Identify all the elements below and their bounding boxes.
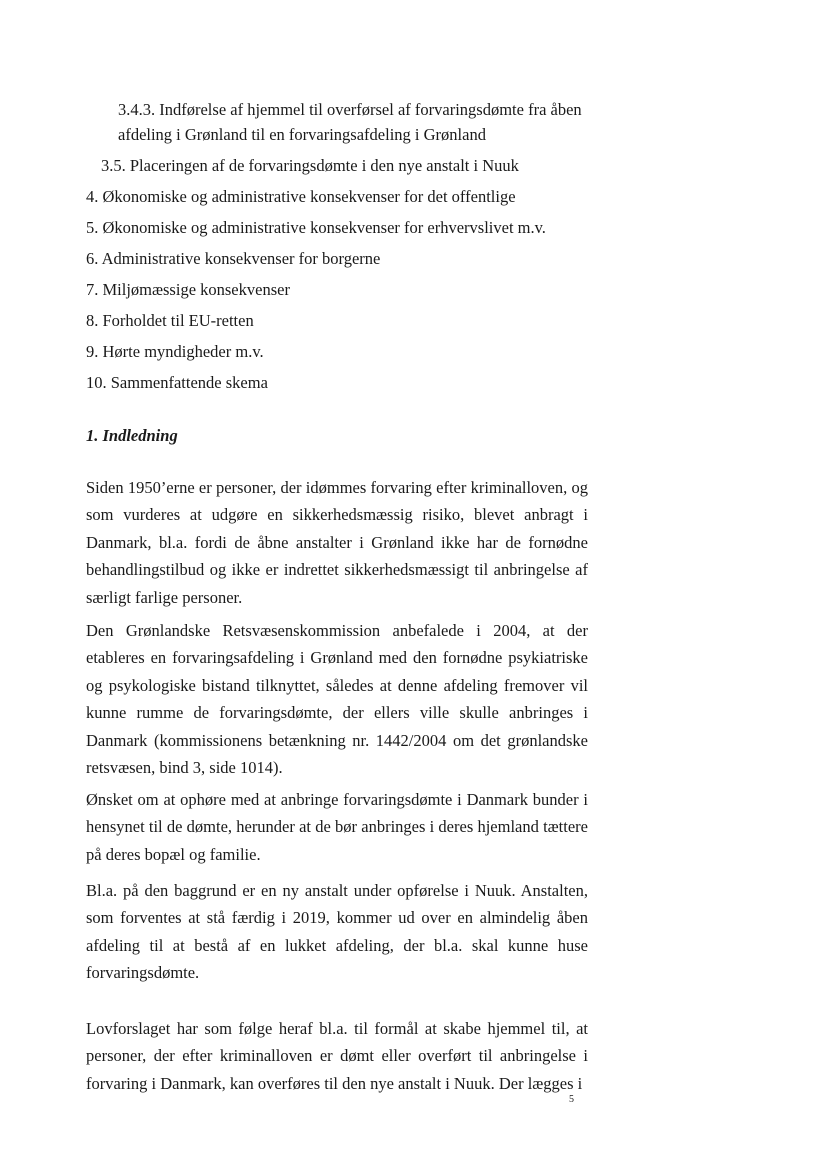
toc-entry-3-5: 3.5. Placeringen af de forvaringsdømte i den nye anstalt i Nuuk bbox=[101, 156, 519, 175]
toc-entry-4: 4. Økonomiske og administrative konsekvenser for det offentlige bbox=[86, 187, 516, 206]
toc-entry-5: 5. Økonomiske og administrative konsekvenser for erhvervslivet m.v. bbox=[86, 218, 546, 237]
toc-entry-8: 8. Forholdet til EU-retten bbox=[86, 311, 254, 330]
paragraph-3: Ønsket om at ophøre med at anbringe forvaringsdømte i Danmark bunder i hensynet til de dømte, herunder at de bør anbringes i deres hjemland tættere på deres bopæl og familie. bbox=[86, 790, 588, 864]
paragraph-2: Den Grønlandske Retsvæsenskommission anbefalede i 2004, at der etableres en forvaringsafdeling i Grønland med den fornødne psykiatriske og psykologiske bistand tilknyttet, således at denne afdeling fremover vil kunne rumme de forvaringsdømte, der ellers ville skulle anbringes i Danmark (kommissionens betænkning nr. 1442/2004 om det grønlandske retsvæsen, bind 3, side 1014). bbox=[86, 621, 588, 778]
toc-entry-3-4-3-continued: afdeling i Grønland til en forvaringsafdeling i Grønland bbox=[118, 125, 486, 144]
table-of-contents bbox=[86, 97, 606, 395]
paragraph-1: Siden 1950’erne er personer, der idømmes forvaring efter kriminalloven, og som vurderes at udgøre en sikkerhedsmæssig risiko, blevet anbragt i Danmark, bl.a. fordi de åbne anstalter i Grønland ikke har de fornødne behandlingstilbud og ikke er indrettet sikkerhedsmæssigt til anbringelse af særligt farlige personer. bbox=[86, 478, 588, 607]
page-number: 5 bbox=[569, 1094, 574, 1105]
section-heading: 1. Indledning bbox=[86, 426, 178, 445]
paragraph-5: Lovforslaget har som følge heraf bl.a. til formål at skabe hjemmel til, at personer, der efter kriminalloven er dømt eller overført til anbringelse i forvaring i Danmark, kan overføres til den nye anstalt i Nuuk. Der lægges i bbox=[86, 1019, 588, 1093]
paragraph-4: Bl.a. på den baggrund er en ny anstalt under opførelse i Nuuk. Anstalten, som forventes at stå færdig i 2019, kommer ud over en almindelig åben afdeling til at bestå af en lukket afdeling, der bl.a. skal kunne huse forvaringsdømte. bbox=[86, 881, 588, 983]
toc-entry-3-4-3: 3.4.3. Indførelse af hjemmel til overførsel af forvaringsdømte fra åben bbox=[118, 100, 582, 119]
toc-entry-10: 10. Sammenfattende skema bbox=[86, 373, 268, 392]
toc-entry-7: 7. Miljømæssige konsekvenser bbox=[86, 280, 290, 299]
toc-entry-9: 9. Hørte myndigheder m.v. bbox=[86, 342, 264, 361]
toc-entry-6: 6. Administrative konsekvenser for borgerne bbox=[86, 249, 381, 268]
